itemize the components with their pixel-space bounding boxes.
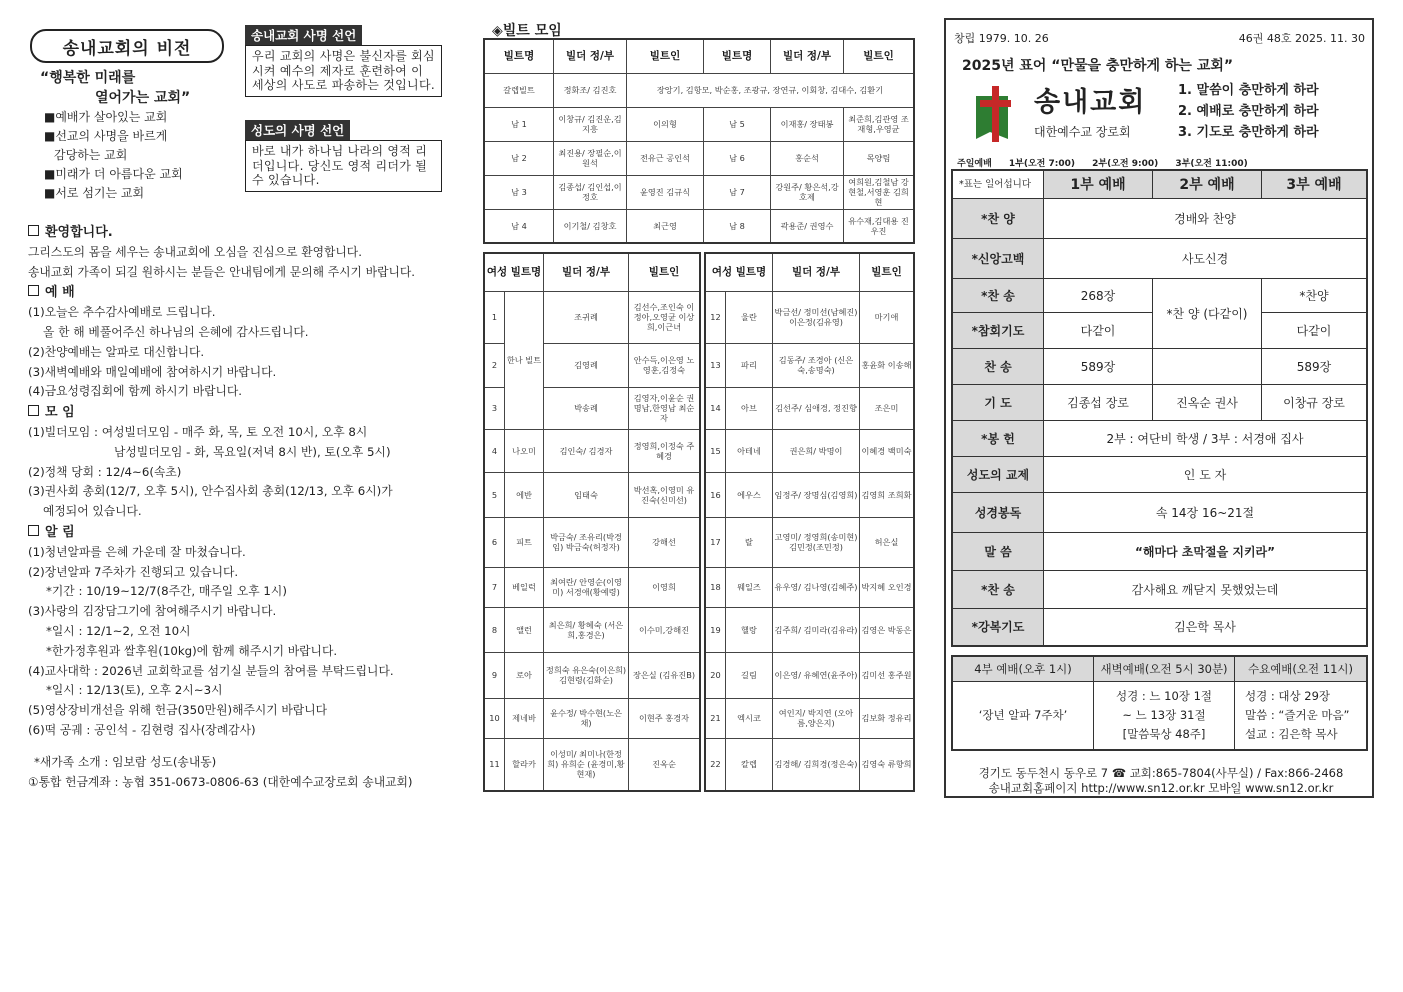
service-header: 새벽예배(오전 5시 30분) (1094, 656, 1235, 682)
service-content: ‘장년 알파 7주차’ (952, 682, 1094, 750)
new-family: *새가족 소개 : 임보람 성도(송내동) (34, 754, 217, 769)
vision-item: ■서로 섬기는 교회 (44, 186, 145, 200)
cell: 김영희 조희화 (860, 472, 915, 517)
cell: 여희원,김철남 강현철,서영훈 김희현 (844, 175, 915, 209)
table-row (484, 567, 700, 607)
cell: 22 (705, 738, 725, 791)
cell: 권은희/ 박명이 (773, 429, 860, 472)
service-header: 3부 예배 (1262, 170, 1368, 198)
cell: 18 (705, 567, 725, 607)
cell: 앨런 (505, 607, 544, 652)
cell: 아브 (725, 387, 772, 429)
cell: 남 5 (704, 107, 771, 141)
cell: 이영희 (629, 567, 701, 607)
cell: 최근영 (627, 209, 704, 243)
denomination: 대한예수교 장로회 (1034, 125, 1131, 139)
service-content: 성경 : 느 10장 1절 ~ 느 13장 31절 [말씀묵상 48주] (1094, 682, 1235, 750)
order-label: *찬 송 (952, 570, 1044, 608)
table-row (705, 387, 914, 429)
notice-line: (6)떡 공궤 : 공인석 - 김현령 집사(장례감사) (28, 722, 256, 737)
cell: 랄 (725, 517, 772, 567)
table-row (484, 652, 700, 698)
cell: 허은실 (860, 517, 915, 567)
founding-date: 창립 1979. 10. 26 (954, 32, 1049, 45)
cell: 남 8 (704, 209, 771, 243)
cell: 남 2 (484, 141, 554, 175)
worship-line: (4)금요성령집회에 함께 하시기 바랍니다. (28, 384, 243, 399)
cell: 진옥순 (629, 738, 701, 791)
notice-line: (5)영상장비개선을 위해 헌금(350만원)해주시기 바랍니다 (28, 703, 327, 718)
table-header: 빌트인 (844, 39, 915, 73)
cell: 박금숙/ 조유리(박경임) 박금숙(허정자) (544, 517, 629, 567)
square-icon (28, 405, 39, 416)
welcome-line: 송내교회 가족이 되길 원하시는 분들은 안내팀에게 문의해 주시기 바랍니다. (28, 264, 416, 279)
cell: 울란 (725, 291, 772, 343)
vision-item: ■미래가 더 아름다운 교회 (44, 167, 183, 181)
order-value: 다같이 (1262, 312, 1368, 348)
cell: 전유근 공인석 (627, 141, 704, 175)
cell: 남 3 (484, 175, 554, 209)
cell: 김경해/ 김희경(정은숙) (773, 738, 860, 791)
builders-title: ◈빌트 모임 (492, 23, 562, 39)
order-label: *찬 송 (952, 278, 1044, 312)
vision-item: ■선교의 사명을 바르게 (44, 129, 168, 143)
worship-line: (1)오늘은 추수감사예배로 드립니다. (28, 305, 216, 320)
order-value: *찬양 (1262, 278, 1368, 312)
vision-list (44, 108, 183, 203)
table-row (705, 698, 914, 738)
table-row (952, 420, 1367, 456)
order-value: 김은학 목사 (1044, 608, 1368, 646)
order-label: 찬 송 (952, 348, 1044, 384)
table-row (952, 492, 1367, 532)
square-icon (28, 225, 39, 236)
mission-box (245, 25, 442, 97)
table-row (705, 607, 914, 652)
footer-address: 경기도 동두천시 동우로 7 ☎ 교회:865-7804(사무실) / Fax:866-2468 (978, 766, 1344, 780)
service-time: 2부(오전 9:00) (1092, 159, 1159, 169)
cell: 이혜경 백미숙 (860, 429, 915, 472)
cell: 김종섭/ 김인섭,이정호 (554, 175, 627, 209)
table-header: 빌더 정/부 (544, 253, 629, 291)
footer (955, 766, 1367, 796)
cell: 안수득,이은영 노영훈,김정숙 (629, 343, 701, 387)
cell: 2 (484, 343, 505, 387)
table-header: 빌트명 (704, 39, 771, 73)
table-header: 여성 빌트명 (484, 253, 544, 291)
goal-item: 1. 말씀이 충만하게 하라 (1178, 83, 1319, 98)
other-services-table (951, 655, 1368, 751)
order-label: 기 도 (952, 384, 1044, 420)
women-builders-table-left (483, 252, 701, 792)
saints-box (245, 120, 442, 192)
stand-note: *표는 일어섭니다 (952, 170, 1044, 198)
slogan-line-1: “행복한 미래를 (40, 70, 136, 86)
order-label: *참회기도 (952, 312, 1044, 348)
meeting-heading: 모 임 (28, 403, 458, 423)
notice-line: *기간 : 10/19~12/7(8주간, 매주일 오후 1시) (46, 584, 287, 599)
cell: 11 (484, 738, 505, 791)
order-value: 268장 (1044, 278, 1153, 312)
square-icon (28, 525, 39, 536)
mission-text: 우리 교회의 사명은 불신자를 회심시켜 예수의 제자로 훈련하여 이 세상의 사도로 파송하는 것입니다. (245, 45, 442, 97)
order-value: 속 14장 16~21절 (1044, 492, 1368, 532)
women-builders-table-right (704, 252, 915, 792)
cell: 엑시코 (725, 698, 772, 738)
cell: 12 (705, 291, 725, 343)
cell: 14 (705, 387, 725, 429)
cell: 10 (484, 698, 505, 738)
saints-text: 바로 내가 하나님 나라의 영적 리더입니다. 당신도 영적 리더가 될 수 있습니다. (245, 140, 442, 192)
cell: 윤수정/ 박수현(노은채) (544, 698, 629, 738)
order-value: 감사해요 깨닫지 못했었는데 (1044, 570, 1368, 608)
service-header: 수요예배(오전 11시) (1235, 656, 1368, 682)
issue-number: 46권 48호 2025. 11. 30 (1238, 32, 1365, 45)
meeting-line: 예정되어 있습니다. (43, 504, 142, 519)
cell: 남 6 (704, 141, 771, 175)
cell: 5 (484, 472, 505, 517)
order-value: 인 도 자 (1044, 456, 1368, 492)
order-label: 성도의 교제 (952, 456, 1044, 492)
cell: 김인숙/ 김경자 (544, 429, 629, 472)
order-value: 김종섭 장로 (1044, 384, 1153, 420)
cell: 이창규/ 김진운,김지흥 (554, 107, 627, 141)
cell: 에우스 (725, 472, 772, 517)
cell: 김주희/ 김미라(김유라) (773, 607, 860, 652)
cell: 로아 (505, 652, 544, 698)
cell: 임정주/ 장명심(김영희) (773, 472, 860, 517)
cell: 아테네 (725, 429, 772, 472)
table-row (705, 472, 914, 517)
cell: 피트 (505, 517, 544, 567)
meeting-line: (1)빌더모임 : 여성빌더모임 - 매주 화, 목, 토 오전 10시, 오후 8시 (28, 424, 368, 439)
table-header: 빌트명 (484, 39, 554, 73)
order-value: 589장 (1044, 348, 1153, 384)
table-row (952, 278, 1367, 312)
goals (1178, 80, 1319, 143)
cell: 윤영진 김규식 (627, 175, 704, 209)
cell: 김동주/ 조경아 (신은숙,송명숙) (773, 343, 860, 387)
table-header: 여성 빌트명 (705, 253, 773, 291)
cell: 이현주 홍경자 (629, 698, 701, 738)
slogan-line-2: 열어가는 교회” (95, 90, 191, 106)
order-value: 이창규 장로 (1262, 384, 1368, 420)
table-row (484, 73, 914, 107)
church-logo-icon (968, 84, 1026, 144)
footer-website[interactable]: 송내교회홈페이지 http://www.sn12.or.kr 모바일 www.sn12.or.kr (988, 781, 1334, 795)
table-row (484, 607, 700, 652)
cell: 한나 빌트 (505, 291, 544, 429)
cell: 김미선 홍주원 (860, 652, 915, 698)
cell: 헬랑 (725, 607, 772, 652)
vision-slogan (40, 68, 250, 108)
order-value: 진옥순 권사 (1153, 384, 1262, 420)
mission-title: 송내교회 사명 선언 (245, 25, 362, 45)
cell: 장은실 (김유진B) (629, 652, 701, 698)
table-header: 빌트인 (627, 39, 704, 73)
table-row (952, 456, 1367, 492)
meeting-line: (2)정책 당회 : 12/4~6(속초) (28, 464, 182, 479)
cell: 조귀례 (544, 291, 629, 343)
goal-item: 2. 예배로 충만하게 하라 (1178, 104, 1319, 119)
cell: 8 (484, 607, 505, 652)
cell: 파리 (725, 343, 772, 387)
cell: 홍윤화 이송해 (860, 343, 915, 387)
notice-line: (3)사랑의 김장담그기에 참여해주시기 바랍니다. (28, 604, 277, 619)
account-info: ①통합 헌금계좌 : 농협 351-0673-0806-63 (대한예수교장로회 송내교회) (28, 774, 413, 789)
cell: 마기애 (860, 291, 915, 343)
worship-line: (3)새벽예배와 매일예배에 참여하시기 바랍니다. (28, 364, 277, 379)
cell: 박지혜 오인경 (860, 567, 915, 607)
order-value: 다같이 (1044, 312, 1153, 348)
table-row (705, 652, 914, 698)
notice-heading: 알 림 (28, 523, 458, 543)
order-label: *강복기도 (952, 608, 1044, 646)
order-label: 성경봉독 (952, 492, 1044, 532)
builders-top-table (483, 38, 915, 244)
table-row (484, 141, 914, 175)
cell: 김선수,조인숙 이정아,오영균 이상희,이근녀 (629, 291, 701, 343)
notice-line: (1)청년알파를 은혜 가운데 잘 마쳤습니다. (28, 544, 246, 559)
cell: 20 (705, 652, 725, 698)
table-row (952, 532, 1367, 570)
table-header: 빌더 정/부 (773, 253, 860, 291)
cell: 이성미/ 최미나(한정희) 유희순 (윤경미,황현재) (544, 738, 629, 791)
cell: 칼렙 (725, 738, 772, 791)
cell: 강원주/ 황은석,강호제 (771, 175, 844, 209)
cell: 김영은 박동은 (860, 607, 915, 652)
cell: 제네바 (505, 698, 544, 738)
service-time: 주일예배 (957, 159, 992, 169)
cell: 길림 (725, 652, 772, 698)
cell: 조은미 (860, 387, 915, 429)
cell: 베일럭 (505, 567, 544, 607)
table-row (484, 291, 700, 343)
order-value: *찬 양 (다같이) (1153, 278, 1262, 348)
vision-title: 송내교회의 비전 (30, 29, 224, 63)
motto: 2025년 표어 “만물을 충만하게 하는 교회” (962, 58, 1234, 74)
service-header: 1부 예배 (1044, 170, 1153, 198)
cell: 강해선 (629, 517, 701, 567)
cell: 최준희,김관영 조재형,우영균 (844, 107, 915, 141)
table-row (952, 384, 1367, 420)
order-value: 589장 (1262, 348, 1368, 384)
table-row (484, 517, 700, 567)
service-time: 1부(오전 7:00) (1008, 159, 1076, 169)
cell: 유우영/ 김나영(김혜주) (773, 567, 860, 607)
service-time: 3부(오전 11:00) (1175, 159, 1248, 169)
cell: 장앙기, 김항모, 박순홍, 조광규, 장연규, 이회창, 김대수, 김환기 (627, 73, 915, 107)
service-times (957, 156, 1262, 169)
table-row (705, 343, 914, 387)
cell: 에반 (505, 472, 544, 517)
order-label: *봉 헌 (952, 420, 1044, 456)
cell: 정희숙 유은숙(이은희) 김현령(김화순) (544, 652, 629, 698)
worship-heading: 예 배 (28, 283, 458, 303)
cell: 21 (705, 698, 725, 738)
notice-line: *일시 : 12/13(토), 오후 2시~3시 (46, 683, 223, 698)
cell: 이수미,강해진 (629, 607, 701, 652)
cell: 박선혹,이영미 유진숙(신미선) (629, 472, 701, 517)
meeting-line: (3)권사회 총회(12/7, 오후 5시), 안수집사회 총회(12/13, 오후 6시)가 (28, 484, 393, 499)
notice-line: *한가정후원과 쌀후원(10kg)에 함께 해주시기 바랍니다. (46, 643, 338, 658)
cell: 이재홍/ 장태봉 (771, 107, 844, 141)
order-value: 경배와 찬양 (1044, 198, 1368, 238)
saints-title: 성도의 사명 선언 (245, 120, 350, 140)
service-header: 2부 예배 (1153, 170, 1262, 198)
cell: 16 (705, 472, 725, 517)
table-row (705, 567, 914, 607)
table-row (484, 107, 914, 141)
order-value: 사도신경 (1044, 238, 1368, 278)
cell: 목양팀 (844, 141, 915, 175)
cell: 김영자,이윤순 권명남,한영남 최순자 (629, 387, 701, 429)
cell: 4 (484, 429, 505, 472)
cell: 3 (484, 387, 505, 429)
cell: 웨일즈 (725, 567, 772, 607)
order-value: 2부 : 여단비 학생 / 3부 : 서경애 집사 (1044, 420, 1368, 456)
vision-item: ■예배가 살아있는 교회 (44, 110, 168, 124)
notices (28, 222, 458, 792)
cell: 박금선/ 정미선(남혜진) 이은정(김유영) (773, 291, 860, 343)
church-name: 송내교회 (1034, 87, 1147, 118)
cell: 김영례 (544, 343, 629, 387)
table-row (484, 175, 914, 209)
table-row (705, 291, 914, 343)
order-label: 말 씀 (952, 532, 1044, 570)
notice-line: *일시 : 12/1~2, 오전 10시 (46, 623, 191, 638)
table-row (952, 238, 1367, 278)
square-icon (28, 285, 39, 296)
cell: 갈렙빌트 (484, 73, 554, 107)
cell: 정화조/ 김진호 (554, 73, 627, 107)
cell: 최은희/ 황혜숙 (서은희,홍경은) (544, 607, 629, 652)
cell: 임태숙 (544, 472, 629, 517)
cell: 19 (705, 607, 725, 652)
table-row (484, 698, 700, 738)
cell: 남 4 (484, 209, 554, 243)
cell: 남 1 (484, 107, 554, 141)
goal-item: 3. 기도로 충만하게 하라 (1178, 125, 1319, 140)
cell: 고영미/ 정영희(송미현) 김민정(조민정) (773, 517, 860, 567)
table-row (952, 348, 1367, 384)
cell: 7 (484, 567, 505, 607)
table-header: 빌트인 (860, 253, 915, 291)
cell: 김보화 정유리 (860, 698, 915, 738)
cell: 17 (705, 517, 725, 567)
table-header: 빌더 정/부 (771, 39, 844, 73)
cell: 15 (705, 429, 725, 472)
table-row (952, 570, 1367, 608)
cell: 박송례 (544, 387, 629, 429)
order-label: *신앙고백 (952, 238, 1044, 278)
cell: 김선주/ 심애경, 정진향 (773, 387, 860, 429)
welcome-heading: 환영합니다. (28, 223, 458, 243)
cell: 나오미 (505, 429, 544, 472)
cell: 9 (484, 652, 505, 698)
vision-item: 감당하는 교회 (54, 148, 128, 162)
welcome-line: 그리스도의 몸을 세우는 송내교회에 오심을 진심으로 환영합니다. (28, 244, 362, 259)
worship-line: 올 한 해 베풀어주신 하나님의 은혜에 감사드립니다. (43, 324, 309, 339)
service-header: 4부 예배(오후 1시) (952, 656, 1094, 682)
table-row (484, 209, 914, 243)
table-row (705, 429, 914, 472)
table-header: 빌트인 (629, 253, 701, 291)
cell: 이기철/ 김창호 (554, 209, 627, 243)
table-row (705, 738, 914, 791)
meeting-line: 남성빌더모임 - 화, 목요일(저녁 8시 반), 토(오후 5시) (114, 444, 391, 459)
cell: 1 (484, 291, 505, 343)
table-row (484, 429, 700, 472)
cell: 이은영/ 유혜연(윤주아) (773, 652, 860, 698)
cell: 곽용준/ 권영수 (771, 209, 844, 243)
cell: 6 (484, 517, 505, 567)
table-row (484, 738, 700, 791)
worship-line: (2)찬양예배는 알파로 대신합니다. (28, 344, 205, 359)
table-row (952, 608, 1367, 646)
cell: 최진용/ 장필순,이원석 (554, 141, 627, 175)
order-value: “해마다 초막절을 지키라” (1044, 532, 1368, 570)
order-label: *찬 양 (952, 198, 1044, 238)
cell: 할라카 (505, 738, 544, 791)
worship-order-table (951, 169, 1368, 647)
cell: 홍순석 (771, 141, 844, 175)
service-content: 성경 : 대상 29장 말씀 : “즐거운 마음” 설교 : 김은학 목사 (1235, 682, 1368, 750)
cell: 최여란/ 안영순(이영미) 서경애(황예령) (544, 567, 629, 607)
table-header: 빌더 정/부 (554, 39, 627, 73)
cell: 정영희,이정숙 주혜경 (629, 429, 701, 472)
notice-line: (2)장년알파 7주차가 진행되고 있습니다. (28, 564, 239, 579)
cell: 13 (705, 343, 725, 387)
cell: 여인지/ 박지연 (오아름,양은지) (773, 698, 860, 738)
cell: 이의형 (627, 107, 704, 141)
cell: 김영숙 류향희 (860, 738, 915, 791)
cell: 남 7 (704, 175, 771, 209)
table-row (705, 517, 914, 567)
notice-line: (4)교사대학 : 2026년 교회학교를 섬기실 분들의 참여를 부탁드립니다. (28, 663, 394, 678)
cell: 유수재,김대용 진우진 (844, 209, 915, 243)
table-row (952, 198, 1367, 238)
table-row (484, 472, 700, 517)
